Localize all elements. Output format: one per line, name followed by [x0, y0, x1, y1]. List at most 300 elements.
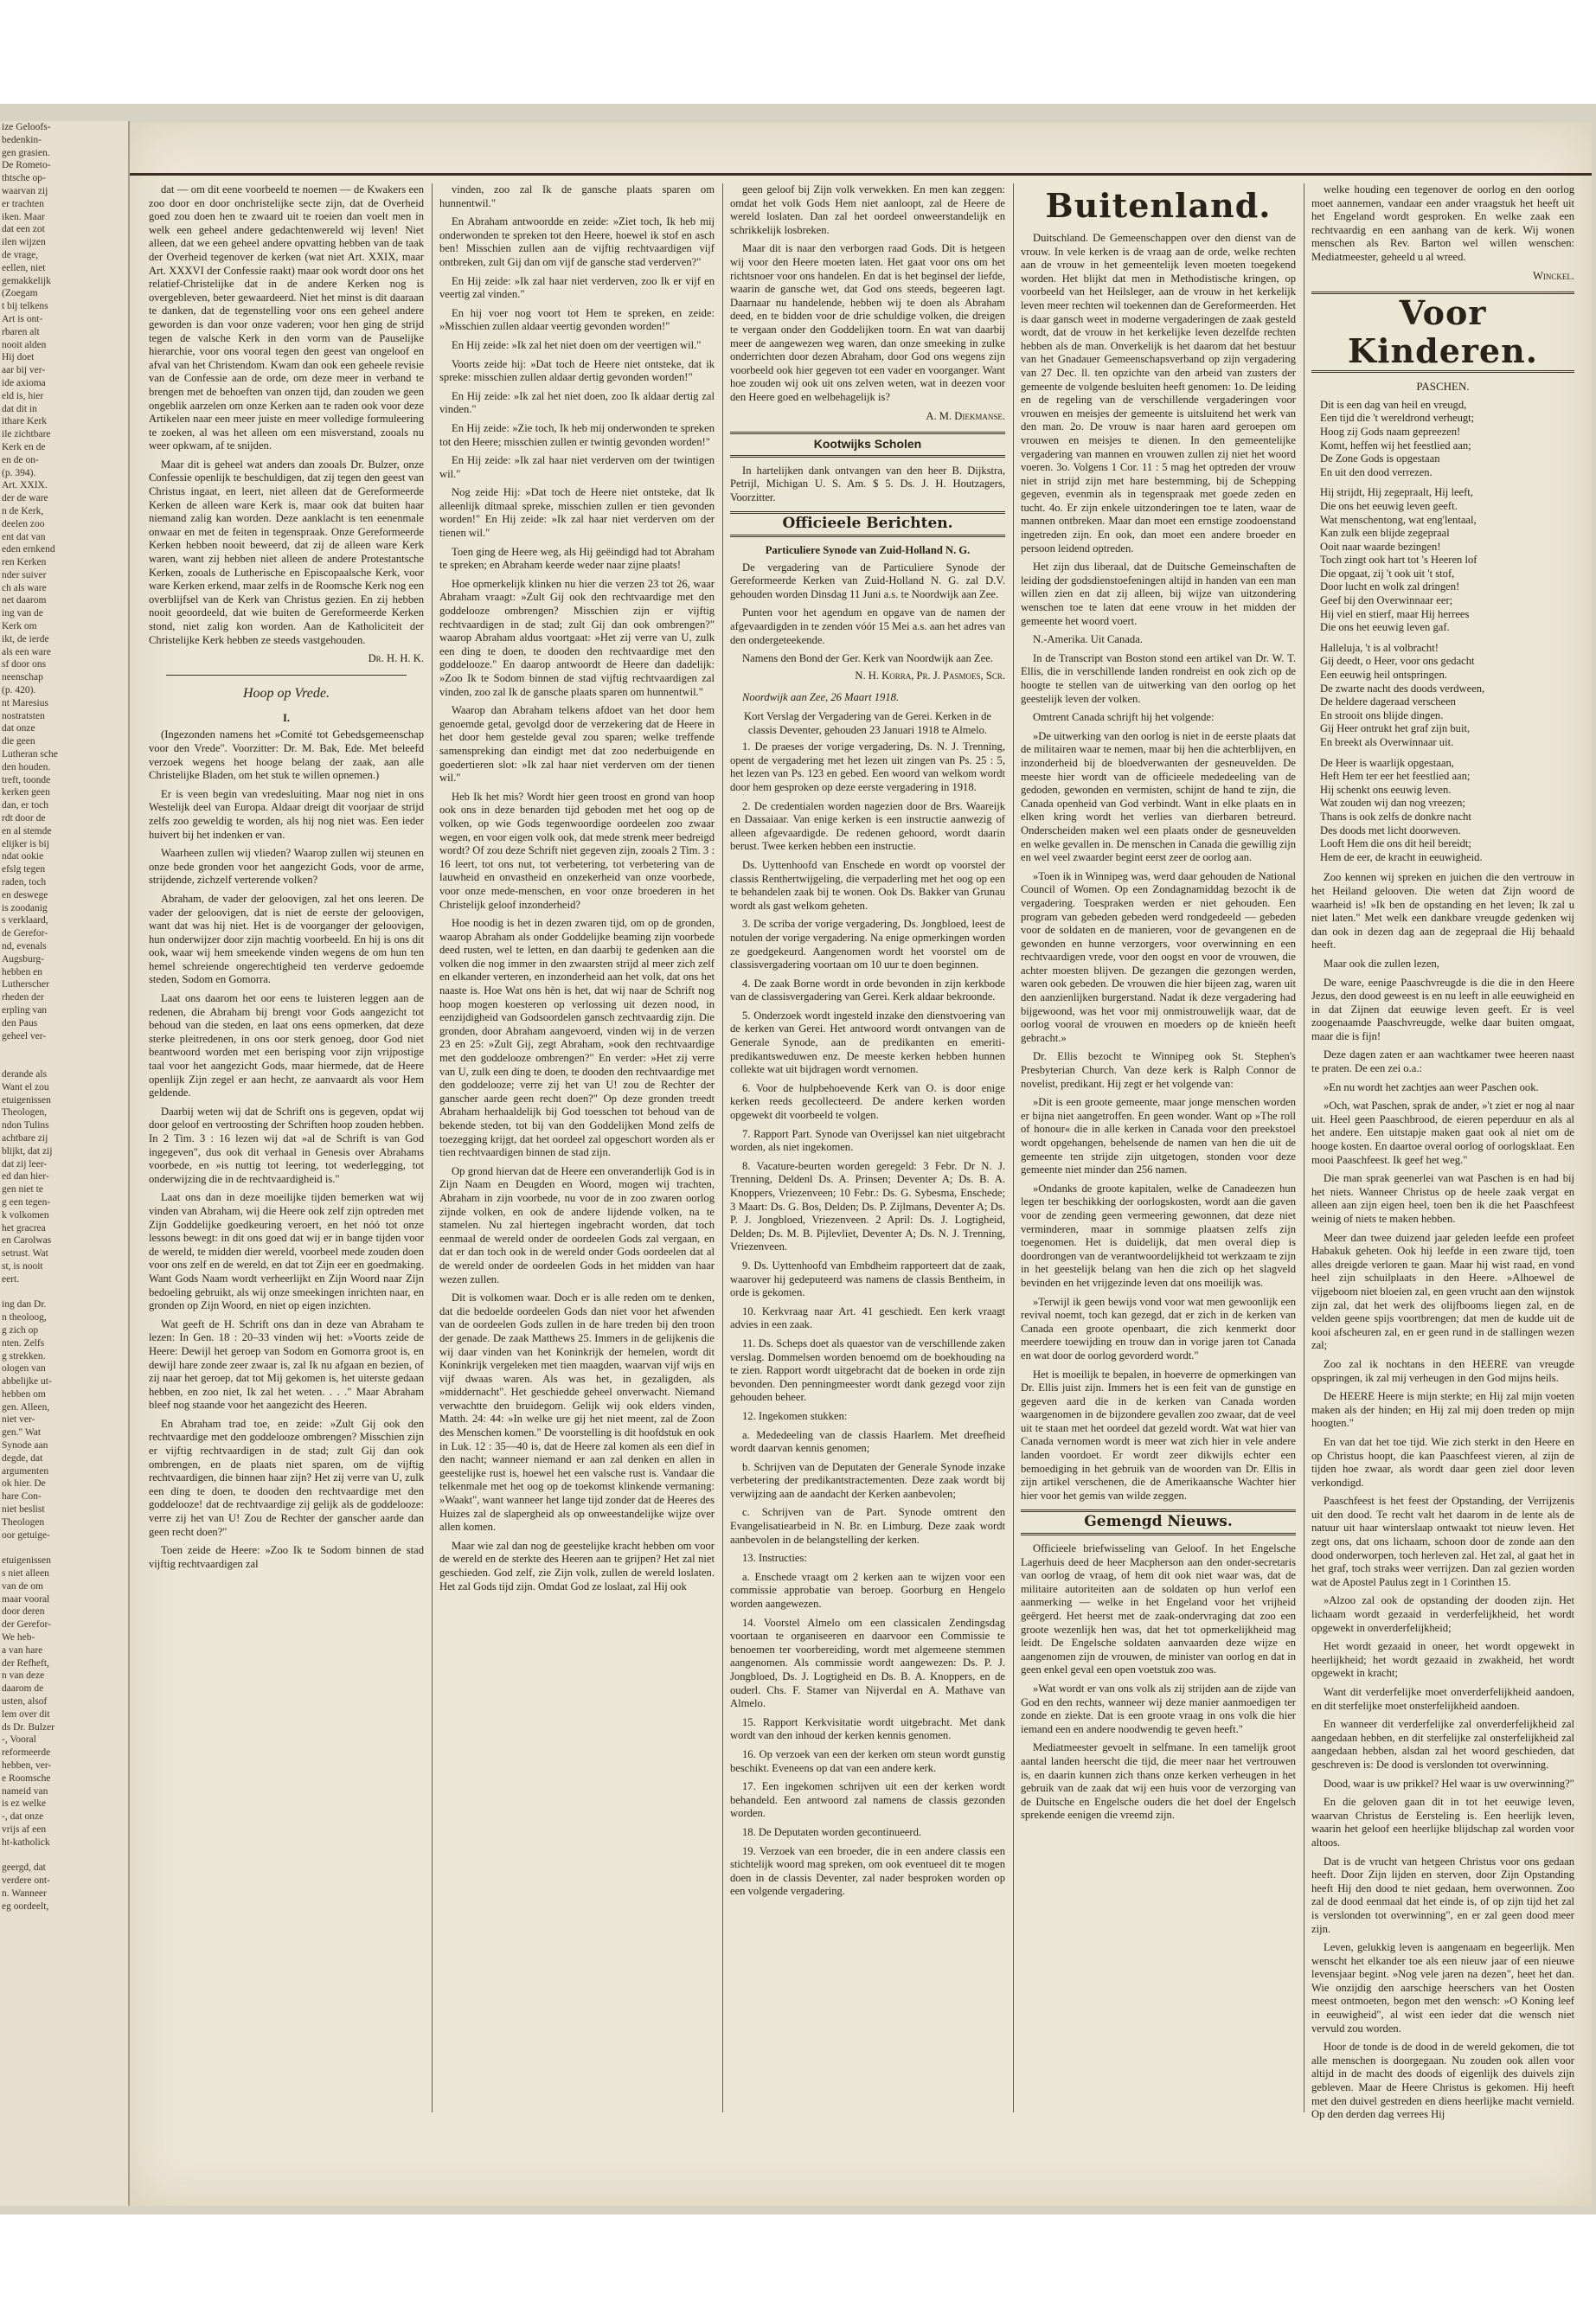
report-item: 4. De zaak Borne wordt in orde bevonden in zijn kerkbode van de classisvergadering van Gerei. Kerk aldaar bekroonde. — [730, 977, 1005, 1003]
poem-line: En strooit ons blijde dingen. — [1320, 708, 1444, 721]
strip-fragment: ikt, de ierde — [2, 633, 49, 644]
strip-fragment: der Refheft, — [2, 1657, 49, 1669]
strip-fragment: ht-katholick — [2, 1836, 50, 1848]
strip-fragment: gen grasien. — [2, 147, 50, 158]
poem-line: De Heer is waarlijk opgestaan, — [1320, 756, 1454, 769]
strip-fragment: Theologen — [2, 1516, 45, 1528]
strip-fragment: ch als ware — [2, 582, 47, 593]
strip-fragment: abbelijke ut- — [2, 1376, 52, 1388]
strip-fragment: nameid van — [2, 1785, 48, 1797]
news-paragraph: In de Transcript van Boston stond een artikel van Dr. W. T. Ellis, die in verschillende landen rondreist en ook zich op de hoogte te stellen van de uitwerking van den oorlog op het geestelijk leven der volken. — [1021, 651, 1296, 705]
article-paragraph: Hoe noodig is het in dezen zwaren tijd, om op de gronden, waarop Abraham als onder Goddelijke beaming zijn voorbede deed rusten, wel te letten, en dan daarbij te gedenken aan die volken die nog immer in den zwaarsten strijd al meer zich zelf en elkander verteren, en inzonderheid aan het volk, dat ons het naaste is. Hoe Wat ons hèn is het, dat wij naar de Schrift nog hoop mogen koesteren op verlossing uit dezen nood, in eenzijdigheid van Godsoordelen gansch zechtvaardig zijn. Die gronden, door Abraham aangevoerd, vinden wij in de verzen 23 en 25: »Zult Gij, zegt Abraham, »ook den rechtvaardige met den goddelooze ombrengen?" En verder: »Het zij verre van U, zulk een ding te doen, te dooden den rechtvaardige met den goddelooze; verre zij het van U! zou de Rechter der ganscher aarde geen recht doen?" Op deze gronden treedt Abraham herhaaldelijk bij God toesschen tot behoud van de bekende steden, tot bij van den Goddelijken Mond zelfs de toezegging krijgt, dat het oordeel zal opgeschort worden als er tien rechtvaardigen binnen de stad zijn. — [439, 917, 715, 1159]
strip-fragment: deelen zoo — [2, 518, 45, 529]
news-paragraph: Het zijn dus liberaal, dat de Duitsche Gemeinschaften de leiding der godsdienstoefeningen altijd in handen van een man willen zien en dat zij alleen, bij wijze van uitzondering wenschen toe te laten dat eene vrouw in het midden der gemeente het woord voert. — [1021, 561, 1296, 627]
poem-stanza — [1311, 642, 1574, 750]
strip-fragment: eg oordeelt, — [2, 1900, 49, 1912]
report-item: c. Schrijven van de Part. Synode omtrent den Evangelisatiearbeid in N. Br. en Limburg. Deze zaak wordt aanbevolen in de belangstelling der kerken. — [730, 1506, 1005, 1546]
strip-fragment: g een tegen- — [2, 1196, 51, 1208]
strip-fragment: reformeerde — [2, 1747, 51, 1759]
strip-fragment: k volkomen — [2, 1209, 49, 1221]
article-paragraph: Wat geeft de H. Schrift ons dan in deze van Abraham te lezen: In Gen. 18 : 20–33 vinden wij het: »Voorts zeide de Heere: Dewijl het geroep van Sodom en Gomorra groot is, en dewijl hare zonde zeer zwaar is, zal Ik nu afgaan en bezien, of zij naar het geroep, dat tot Mij gekomen is, het uiterste gedaan hebben, en zoo niet, Ik zal het weten. . . ." Maar Abraham bleef nog staande voor het aangezicht des Heeren. — [149, 1317, 424, 1412]
strip-fragment: en Carolwas — [2, 1235, 52, 1247]
strip-fragment — [2, 1042, 128, 1055]
column-rule — [1013, 183, 1014, 2112]
poem-line: Looft Hem die ons dit heil bereidt; — [1320, 837, 1471, 850]
strip-fragment: net daarom — [2, 595, 47, 606]
synode-heading: Particuliere Synode van Zuid-Holland N. G. — [765, 544, 971, 557]
strip-fragment — [2, 1849, 128, 1862]
strip-fragment: Want el zou — [2, 1081, 49, 1093]
poem-line: De zwarte nacht des doods verdween, — [1320, 682, 1485, 695]
top-rule — [130, 173, 1592, 176]
strip-fragment: hebben om — [2, 1388, 46, 1400]
strip-fragment: ithare Kerk — [2, 416, 48, 427]
strip-fragment: dat een zot — [2, 224, 45, 235]
poem-line: Toch zingt ook hart tot 's Heeren lof — [1320, 554, 1477, 567]
report-item: a. Mededeeling van de classis Haarlem. Met dreefheid wordt daarvan kennis genomen; — [730, 1428, 1005, 1455]
strip-fragment: door deren — [2, 1606, 45, 1618]
story-paragraph: Leven, gelukkig leven is aangenaam en begeerlijk. Men wenscht het elkander toe als een nieuw jaar of een nieuwe levensjaar begint. »Nog vele jaren na dezen", heet het dan. Wie onzijdig den aarschige heerschers van het Oosten meest ontmoeten, begon met den wensch: »O Koning leef in eeuwigheid", al wist een ieder dat die wensch niet vervuld zou worden. — [1311, 1941, 1574, 2035]
box-heading: Kootwijks Scholen — [730, 432, 1005, 458]
strip-fragment: g strekken. — [2, 1350, 46, 1362]
story-paragraph: »Alzoo zal ook de opstanding der dooden zijn. Het lichaam wordt gezaaid in verderfelijkheid, het wordt opgewekt in onverderfelijkheid; — [1311, 1594, 1574, 1634]
strip-fragment: achtbare zij — [2, 1132, 48, 1144]
poem-line: Die ons het eeuwig leven geeft. — [1320, 499, 1458, 512]
synode-signature: Namens den Bond der Ger. Kerk van Noordwijk aan Zee. — [742, 652, 993, 665]
news-paragraph: N.-Amerika. Uit Canada. — [1033, 633, 1143, 646]
poem — [1311, 399, 1574, 865]
poem-line: Hoog zij Gods naam gepreezen! — [1320, 425, 1461, 438]
strip-fragment: e Roomsche — [2, 1772, 51, 1784]
poem-line: Hij viel en stierf, maar Hij herrees — [1320, 607, 1470, 620]
strip-fragment: der Gerefor- — [2, 1619, 51, 1631]
strip-fragment: van de om — [2, 1580, 43, 1592]
article-paragraph: Nog zeide Hij: »Dat toch de Heere niet ontsteke, dat Ik alleenlijk dítmaal spreke, misschien zullen er tien gevonden worden!" En Hij zeide: »Ik zal haar niet verderven om der tienen wil." — [439, 486, 715, 540]
strip-fragment: derande als — [2, 1068, 48, 1080]
previous-page-strip — [0, 121, 130, 2206]
strip-fragment: eert. — [2, 1273, 20, 1285]
report-item: Ds. Uyttenhoofd van Enschede en wordt op voorstel der classis Renthertwijgeling, die verpaderling met het oog op een te behandelen zaak bij te wonen. Ook Ds. Bakker van Grunau wordt als gast welkom geheten. — [730, 858, 1005, 912]
article-paragraph: Op grond hiervan dat de Heere een onveranderlijk God is in Zijn Naam en Deugden en Woord, mogen wij trachten, Abraham in zijn voorbede, nu voor de in zoo zwaren oorlog zijnde volken, en ook de andere lijdende volken, na te stamelen. Nu zal hiertegen ingebracht worden, dat toch eenmaal de wereld onder de oordeelen Gods zal vergaan, en dat er dan toch ook in de wereld onder Gods oordeelen dat al de wereld onder de oordeelen Gods in het midden van haar wezen zullen. — [439, 1164, 715, 1285]
poem-line: Een tijd die 't wereldrond verheugt; — [1320, 412, 1475, 425]
report-item: 2. De credentialen worden nagezien door de Brs. Waareijk en Dassaiaar. Van enige kerken is een instructie aanwezig of alleen afgevaardigde. De redenen gehoord, wordt daarin berust. Twee kerken hebben een instructie. — [730, 799, 1005, 853]
strip-fragment: vrijs af een — [2, 1823, 47, 1835]
poem-line: Wat menschentong, wat eng'lentaal, — [1320, 513, 1477, 526]
strip-fragment: ing dan Dr. — [2, 1299, 47, 1311]
report-item: 3. De scriba der vorige vergadering, Ds. Jongbloed, leest de notulen der vorige vergadering. Na enige opmerkingen worden ze goedgekeurd. Aangenomen wordt het voorstel om de classisvergadering voortaan om 10 uur te doen beginnen. — [730, 918, 1005, 971]
news-paragraph: »Ondanks de groote kapitalen, welke de Canadeezen hun legen ter beschikking der oorlogskosten, wordt aan die gaven voor de zending geen vermeering gewonnen, dat deze niet verminderen, maar in sommige plaatsen zelfs zijn toegenomen. Het is duidelijk, dat men overal diep is doordrongen van de verantwoordelijkheid tot werkzaam te zijn in het geestelijk belang van hen die zich op het slagveld bevinden en het vrijgezinde leven dat ons moeilijk was. — [1021, 1182, 1296, 1289]
poem-line: Door lucht en wolk zal dringen! — [1320, 580, 1460, 593]
strip-fragment: eld is, hier — [2, 390, 44, 401]
strip-fragment: ndon Tulins — [2, 1120, 49, 1131]
strip-fragment: etuigenissen — [2, 1094, 51, 1106]
strip-fragment: raden, toch — [2, 877, 47, 888]
strip-fragment: hare Con- — [2, 1491, 42, 1503]
strip-fragment: nten. Zelfs — [2, 1337, 45, 1349]
article-paragraph: Toen ging de Heere weg, als Hij geëindigd had tot Abraham te spreken; en Abraham keerde weder naar zijne plaats! — [439, 545, 715, 572]
article-paragraph: En Hij zeide: »Ik zal het niet doen om der veertigen wil." — [452, 338, 702, 351]
poem-line: Heft Hem ter eer het feestlied aan; — [1320, 770, 1471, 783]
strip-fragment: etuigenissen — [2, 1555, 51, 1567]
strip-fragment: verdere ont- — [2, 1875, 50, 1887]
article-paragraph: En Hij zeide: »Ik zal het niet doen, zoo Ik aldaar dertig zal vinden." — [439, 389, 715, 416]
strip-fragment: degde, dat — [2, 1452, 43, 1464]
column-4 — [1021, 183, 1296, 2121]
strip-fragment: nt Maresius — [2, 697, 48, 708]
strip-fragment: nd, evenals — [2, 941, 47, 952]
synode-text-2: Punten voor het agendum en opgave van de namen der afgevaardigden in te zenden vóór 15 Mei a.s. aan het adres van den ondergeteekende. — [730, 606, 1005, 646]
report-item: 6. Voor de hulpbehoevende Kerk van O. is door enige kerken reeds gecollecteerd. De andere kerken worden opgewekt dit voorbeeld te volgen. — [730, 1081, 1005, 1122]
strip-fragment: treft, toonde — [2, 774, 51, 785]
strip-fragment: rdt door de — [2, 813, 46, 824]
strip-fragment: daarom de — [2, 1683, 44, 1695]
strip-fragment: ndat ookie — [2, 851, 44, 862]
strip-fragment: argumenten — [2, 1465, 49, 1477]
strip-fragment: en al stemde — [2, 825, 52, 836]
strip-fragment: erpling van — [2, 1004, 48, 1016]
article-paragraph: En Abraham trad toe, en zeide: »Zult Gij ook den rechtvaardige met den goddelooze ombrengen? Misschien zijn er vijftig rechtvaardigen in de stad; zult Gij dan ook ombrengen, en de plaats niet sparen, om de vijftig rechtvaardigen, die binnen haar zijn? Het zij verre van U, zulk een ding te doen, te dooden den rechtvaardige met den goddelooze! dat de rechtvaardige zij gelijk als de goddelooze: verre zij het van U! Zou de Rechter der ganscher aarde dan geen recht doen?" — [149, 1417, 424, 1538]
report-item: 11. Ds. Scheps doet als quaestor van de verschillende zaken verslag. Dommelsen worden benoemd om de boekhouding na te zien. Rapport wordt uitgebracht dat de boeken in orde zijn bevonden. Den penningmeester wordt dank gezegd voor zijn gehouden beheer. — [730, 1336, 1005, 1404]
news-paragraph: »Toen ik in Winnipeg was, werd daar gehouden de National Council of Women. Op een Zondagnamiddag bezocht ik de vergadering. Toespraken werden er niet gehouden. Een program van gebeden gebeden werd rondgedeeld — gebeden voor de soldaten en de manieren, voor de gevangenen en de gewonden en hunne verzorgers, voor overwinning en een rechtvaardigen vrede, voor den oogst en voor de vrouwen, die achter moesten blijven. De gezangen die gezongen werden, waren ook gebeden. De vrouwen die hier bijeen zag, waren uit den aanzienlijken burgerstand. Nadat ik deze vergadering had bijgewoond, was het voor mij onmistrouwelijk waar, dat de oorlog vooral de vrouwen en moeders op de knieën heeft gebracht.» — [1021, 869, 1296, 1044]
story-paragraph: Paaschfeest is het feest der Opstanding, der Verrijzenis uit den dood. Te recht valt het daarom in de lente als de natuur uit haar winterslaap ontwaakt tot nieuw leven. Het zegt ons, dat ons lichaam, schoon door de zonde aan den dood onderworpen, toch herleven zal. Het zal, al gaat het in het graf, toch straks weer verrijzen. Dan zal gezien worden wat de Apostel Paulus zegt in 1 Corinthen 15. — [1311, 1495, 1574, 1588]
poem-line: Dit is een dag van heil en vreugd, — [1320, 398, 1467, 411]
strip-fragment: ok hier. De — [2, 1478, 46, 1490]
article-paragraph: En Hij zeide: »Ik zal haar niet verderven om der twintigen wil." — [439, 454, 715, 480]
strip-fragment: De Rometo- — [2, 160, 51, 171]
report-item: 7. Rapport Part. Synode van Overijssel kan niet uitgebracht worden, als niet ingekomen. — [730, 1127, 1005, 1154]
strip-fragment: sf door ons — [2, 659, 47, 670]
strip-fragment: kerken geen — [2, 787, 50, 798]
strip-fragment: dat zij leer- — [2, 1158, 48, 1170]
strip-fragment: Lutherscher — [2, 979, 49, 990]
article-paragraph: Daarbij weten wij dat de Schrift ons is gegeven, opdat wij door geloof en vertroosting der Schriften hoop zouden hebben. In 2 Tim. 3 : 16 lezen wij dat »al de Schrift is van God ingegeven", dus ook dit verhaal in Genesis over Abrahams voorbede, en »is nuttig tot leering, tot wederlegging, tot onderwijzing die in de rechtvaardigheid is." — [149, 1105, 424, 1185]
strip-fragment: dat dit in — [2, 403, 37, 414]
story-paragraph: Want dit verderfelijke moet onverderfelijkheid aandoen, en dit sterfelijke moet onsterfelijkheid aandoen. — [1311, 1686, 1574, 1712]
story-paragraph: En wanneer dit verderfelijke zal onverderfelijkheid zal aangedaan hebben, en dit sterfelijke zal onsterfelijkheid zal aangedaan hebben, alsdan zal het woord geschieden, dat geschreven is: De dood is verslonden tot overwinning. — [1311, 1718, 1574, 1771]
poem-line: En uit den dood verrezen. — [1320, 465, 1433, 478]
strip-fragment: ide axioma — [2, 377, 46, 388]
strip-fragment: ologen van — [2, 1363, 46, 1375]
strip-fragment: nooit alden — [2, 339, 47, 350]
strip-fragment: n theoloog, — [2, 1312, 47, 1324]
strip-fragment: der de ware — [2, 493, 48, 504]
poem-stanza — [1311, 399, 1574, 480]
article-paragraph: Er is veen begin van vredesluiting. Maar nog niet in ons Westelijk deel van Europa. Aldaar dreigt dit voorjaar de strijd zelfs zoo geweldig te worden, als hij nog niet was. Een ieder huivert bij het indenken er van. — [149, 787, 424, 841]
strip-fragment: er trachten — [2, 198, 44, 209]
report-item: 10. Kerkvraag naar Art. 41 geschiedt. Een kerk vraagt advies in een zaak. — [730, 1304, 1005, 1331]
story-paragraph: Hoor de tonde is de dood in de wereld gekomen, die tot alle menschen is doorgegaan. Nu zouden ook allen voor altijd in de macht des doods of eigenlijk des duivels zijn gebleven. Maar de Heere Christus is gekomen. Hij heeft met den duivel gestreden en diens heerlijke macht vernield. Op den derden dag verrees Hij — [1311, 2041, 1574, 2121]
strip-fragment: gen. Alleen, — [2, 1401, 50, 1413]
strip-fragment: rheden der — [2, 992, 44, 1003]
article-paragraph: dat — om dit eene voorbeeld te noemen — de Kwakers een zoo door en door onchristelijke secte zijn, dat de Overheid goed zou doen hen te zwaard uit te roeien dan voelt men in welk een geheel andere gedachtenwereld wij leven! Niet alleen, dat we een geheel andere opvatting hebben van de taak der Overheid tegenover de kerken (wat niet Art. XXIX, maar Art. XXXVI der Confessie raakt) maar ook wordt door ons het relatief-Christelijke dat in de andere Kerken nog is overgebleven, beter gewaardeerd. Niet het minst is dit daaraan te danken, dat de tegenstelling voor ons een geheel andere geworden is dan voor onze vaderen; voor hen ging de strijd tegen de valsche Kerk in den vorm van de Pauselijke hierarchie, voor ons vooral tegen den geest van ongeloof en afval van het Christendom. Kwam dan ook een geheele revisie van de Confessie aan de orde, om deze meer in verband te brengen met de behoeften van onzen tijd, dan zouden we geen ongeblik aarzelen om onze Kerken aan te raden ook voor deze Artikelen naar een meer juiste en meer volledige formuleering te zoeken, al was het alleen om een misverstand, zooals nu weer opkwam, af te snijden. — [149, 183, 424, 452]
poem-line: De Zone Gods is opgestaan — [1320, 452, 1440, 465]
strip-fragment: niet ver- — [2, 1414, 35, 1426]
poem-line: Die ons het eeuwig leven gaf. — [1320, 621, 1450, 634]
news-paragraph: »Terwijl ik geen bewijs vond voor wat men gewoonlijk een revival noemt, toch kan gezegd, dat er zich in de kerken van Canada een groote openbaart, die zich kenmerkt door meerdere toewijding en trouw dan in vorige jaren tot Canada en wat door de oorlog gevorderd wordt." — [1021, 1295, 1296, 1362]
story-paragraph: Dat is de vrucht van hetgeen Christus voor ons gedaan heeft. Door Zijn lijden en sterven, door Zijn Opstanding heeft Hij den dood te niet gedaan, hem overwonnen. Zoo zal de dood eenmaal dat het einde is, of op zijn tijd het zal is verslonden tot overwinning", en er zal geen dood meer zijn. — [1311, 1855, 1574, 1935]
story-paragraph: De ware, eenige Paaschvreugde is die die in den Heere Jezus, den dood geweest is en nu leeft in alle eeuwigheid en in dat Zijnen dat eeuwige leven geeft. Er is veel zoogenaamde Paaschvreugde, welke daar buiten omgaat, maar die is fijn! — [1311, 976, 1574, 1042]
article-title: Hoop op Vrede. — [243, 685, 330, 701]
strip-fragment: gen." Wat — [2, 1427, 42, 1439]
poem-line: Ooit naar waarde bezingen! — [1320, 540, 1441, 553]
synode-text: De vergadering van de Particuliere Synode der Gereformeerde Kerken van Zuid-Holland N. G. zal D.V. gehouden worden Dinsdag 11 Juni a.s. te Noordwijk aan Zee. — [730, 561, 1005, 600]
poem-line: Wat zouden wij dan nog vreezen; — [1320, 797, 1465, 810]
report-item: a. Enschede vraagt om 2 kerken aan te wijzen voor een commissie approbatie van beroep. Goorburg en Hengelo worden aangewezen. — [730, 1570, 1005, 1611]
strip-fragment: den Paus — [2, 1017, 38, 1029]
strip-fragment: efslg tegen — [2, 864, 46, 875]
strip-fragment: n de Kerk, — [2, 505, 44, 516]
strip-fragment: Hij doet — [2, 352, 35, 363]
strip-fragment: We heb- — [2, 1632, 35, 1644]
article-paragraph: Toen zeide de Heere: »Zoo Ik te Sodom binnen de stad vijftig rechtvaardigen zal — [149, 1544, 424, 1570]
story-paragraph: En die geloven gaan dit in tot het eeuwige leven, waarvan Christus de Eersteling is. Een heerlijk leven, waarin het geloof een heerlijke blijdschap zal worden voor altoos. — [1311, 1796, 1574, 1849]
strip-fragment: hebben en — [2, 966, 42, 977]
strip-fragment: st, is nooit — [2, 1260, 43, 1272]
report-heading: Kort Verslag der Vergadering van de Gerei. Kerken in de classis Deventer, gehouden 23 Januari 1918 te Almelo. — [743, 710, 992, 736]
article-paragraph: vinden, zoo zal Ik de gansche plaats sparen om hunnentwil." — [439, 183, 715, 209]
strip-fragment: eellen, niet — [2, 262, 46, 273]
strip-fragment: thtsche op- — [2, 173, 46, 184]
report-item: 1. De praeses der vorige vergadering, Ds. N. J. Trenning, opent de vergadering met het lezen uit zingen van Ps. 25 : 5, het lezen van Ps. 123 en gebed. Een woord van welkom wordt door hem gesproken op deze eerste vergadering in 1918. — [730, 740, 1005, 793]
strip-fragment: en de on- — [2, 454, 39, 465]
strip-fragment: ing van de — [2, 608, 43, 619]
strip-fragment: blijkt, dat zij — [2, 1145, 53, 1157]
article-paragraph: En Hij zeide: »Ik zal haar niet verderven, zoo Ik er vijf en veertig zal vinden." — [439, 274, 715, 301]
article-paragraph: Voorts zeide hij: »Dat toch de Heere niet ontsteke, dat ik spreke: misschien zullen aldaar dertig gevonden worden!" — [439, 357, 715, 384]
gemengd-heading: Gemengd Nieuws. — [1084, 1513, 1233, 1531]
poem-line: Halleluja, 't is al volbracht! — [1320, 641, 1439, 654]
strip-fragment: t bij telkens — [2, 301, 48, 312]
strip-fragment: nostratsten — [2, 710, 45, 721]
article-paragraph: En Hij zeide: »Zie toch, Ik heb mij onderwonden te spreken tot den Heere; misschien zullen er twintig gevonden worden!" — [439, 421, 715, 448]
report-item: 12. Ingekomen stukken: — [742, 1409, 848, 1422]
strip-fragment: eden ernkend — [2, 544, 55, 555]
news-paragraph: Duitschland. De Gemeenschappen over den dienst van de vrouw. In vele kerken is de vraag aan de orde, welke rechten aan de vrouw in het gemeentelijk leven moeten toegekend worden. Het blijkt dat men in Methodistische kringen, op voorbeeld van het Heilsleger, aan de vrouw in het kerkelijk leven meer rechten wil toekennen dan de Gereformeerden. Het is daar gansch weet in moderne vergaderingen de zaak gesteld wordt, dat de vrouw in het kerkelijke leven dezelfde rechten hebben als de man. Onverkelijk is het daarom dat het bestuur van het Gnadauer Gemeenschapsverband op zijn vergadering van 27 Dec. ll. ten opzichte van den arbeid van zusters der gemeente de volgende besluiten heeft genomen: 1o. De leiding en de regeling van de verschillende vergaderingen voor vrouwen en meisjes der gemeente is uitsluitend het werk van den man. 2o. De vrouw is naar haren aard geroepen om vrouwen en meisjes te dienen. In den gemeentelijke vergadering van mannen en vrouwen zullen zij niet het woord voeren. 3o. Volgens 1 Cor. 11 : 5 mag het optreden der vrouw niet in strijd zijn met hare bestemming, bij de Schepping gegeven, evenmin als in tegenspraak met goede zeden en tucht. 4o. Er zijn enkele uitzonderingen toe te laten, waar de mannen ontbreken. Maar dan moet een ernstige zoodoenstand ingetreden zijn. En ook, dan moet een andere broeder en persoon leidend optreden. — [1021, 232, 1296, 554]
column-rule — [432, 183, 433, 2112]
poem-stanza — [1311, 486, 1574, 635]
report-item: 16. Op verzoek van een der kerken om steun wordt gunstig beschikt. Eveneens op dat van een andere kerk. — [730, 1747, 1005, 1774]
buitenland-title: Buitenland. — [1045, 186, 1272, 225]
box-text: In hartelijken dank ontvangen van den heer B. Dijkstra, Petrijl, Michigan U. S. Am. $ 5. Ds. J. H. Houtzagers, Voorzitter. — [730, 464, 1005, 503]
poem-line: De heldere dageraad verscheen — [1320, 695, 1456, 708]
strip-fragment: Kerk om — [2, 621, 37, 632]
report-item: 18. De Deputaten worden gecontinueerd. — [742, 1825, 922, 1838]
report-item: 9. Ds. Uyttenhoofd van Embdheim rapporteert dat de zaak, waarover hij gedeputeerd was namens de classis Bentheim, in orde is gekomen. — [730, 1259, 1005, 1299]
strip-fragment: ed dan hier- — [2, 1171, 49, 1183]
strip-fragment: Augsburg- — [2, 953, 44, 965]
story-paragraph: Meer dan twee duizend jaar geleden leefde een profeet Habakuk geheten. Ook hij leefde in een zware tijd, toen alles dreigde verloren te gaan. Maar hij wist raad, en vond heel zijn schuilplaats in den Heere. »Alhoewel de vijgeboom niet bloeien zal, en geen vrucht aan den wijnstok zijn zal, dat het werk des olijfbooms liegen zal, en de velden geene spijs voortbrengen; dat men de kudde uit de kooi afscheuren zal, en er geen rund in de stallingen wezen zal; — [1311, 1231, 1574, 1352]
strip-fragment — [2, 1055, 128, 1068]
poem-title: PASCHEN. — [1416, 380, 1470, 394]
article-paragraph: Maar wie zal dan nog de geestelijke kracht hebben om voor de wereld en de sterkte des Heeren aan te grijpen? Het zal niet geschieden. God zelf, zie Zijn volk, zullen de wereld loslaten. Het zal Gods tijd zijn. Omdat God ze loslaat, zal Hij ook — [439, 1539, 715, 1593]
strip-fragment: den houden. — [2, 761, 51, 772]
gemengd-heading-box — [1021, 1509, 1296, 1535]
strip-fragment: n van deze — [2, 1670, 45, 1682]
strip-fragment: iken. Maar — [2, 211, 45, 222]
strip-fragment: is zoodanig — [2, 902, 48, 913]
strip-fragment: niet beslist — [2, 1504, 45, 1516]
strip-fragment: als een ware — [2, 646, 51, 657]
report-item: 14. Voorstel Almelo om een classicalen Zendingsdag voortaan te organiseeren en daarvoor een Commissie te benoemen ter voorbereiding, wordt met algemeene stemmen aangenomen. Als commissie wordt aangewezen: Ds. P. J. Jongbloed, Ds. J. Logtigheid en Ds. B. A. Knoppers, en de ouderl. Chs. F. Stamer van Nijverdal en A. Mathave van Almelo. — [730, 1616, 1005, 1710]
news-paragraph: »Dit is een groote gemeente, maar jonge menschen worden er bijna niet aangetroffen. En geen wonder. Want op »The roll of honour« die in alle kerken in Canada voor den preekstoel wordt opgehangen, behelsende de namen van hen die uit de gemeente ten strijde zijn uitgetogen, stonden voor deze gemeente niet minder dan 256 namen. — [1021, 1096, 1296, 1176]
strip-fragment: rbaren alt — [2, 326, 40, 337]
article-paragraph: Laat ons daarom het oor eens te luisteren leggen aan de redenen, die Abraham bij brengt voor Gods aangezicht tot behoud van die steden, en laat ons eens opmerken, dat deze sterke pleitredenen, in ons oor sterk genoeg, door God niet beantwoord worden met een berisping voor zijn vrijpostige taal voor het aangezicht Gods, maar hiermede, dat de Heere openlijk Zijn zegel er aan hecht, ze aanvaardt als voor Hem geldende. — [149, 992, 424, 1099]
strip-fragment: a van hare — [2, 1644, 43, 1656]
strip-fragment: ren Kerken — [2, 557, 47, 568]
report-item: 5. Onderzoek wordt ingesteld inzake den dienstvoering van de kerken van Gerei. Het antwoord wordt ontvangen van de Generale Synode, aan de predikanten en emeriti-predikantsweduwen enz. De meeste kerken hebben hunnen collekte wat uit bijdragen wordt vernomen. — [730, 1009, 1005, 1076]
story-paragraph: Deze dagen zaten er aan wachtkamer twee heeren naast te praten. De een zei o.a.: — [1311, 1048, 1574, 1075]
news-paragraph: Officieele briefwisseling van Geloof. In het Engelsche Lagerhuis deed de heer Macpherson aan den onder-secretaris van oorlog de vraag, of hem dit ook niet waar was, dat de militaire autoriteiten aan de soldaten op hun verlof een aanmerking — welke in het Engeland voor het vrijheid geërgerd. Het heerst met de zaak-ondervraging dat zoo een groote wezenlijk hen was, dat het tot opmerkelijkheid mag leidt. De Engelsche soldaten aanvaarden deze wijze en aangenomen zijn de vrouwen, de minister van oorlog en dat in geen enkel geval een open voetstuk zoo was. — [1021, 1542, 1296, 1676]
strip-fragment: hebben, ver- — [2, 1760, 52, 1771]
poem-line: Gij deedt, o Heer, voor ons gedacht — [1320, 655, 1475, 668]
strip-fragment: die geen — [2, 736, 35, 747]
intro-signature: Winckel. — [1532, 269, 1574, 282]
strip-fragment: aar bij ver- — [2, 365, 46, 376]
strip-fragment: lem over dit — [2, 1708, 50, 1720]
article-paragraph: Hoe opmerkelijk klinken nu hier die verzen 23 tot 26, waar Abraham vraagt: »Zult Gij ook den rechtvaardige met den goddelooze ombrengen? Misschien zijn er vijftig rechtvaardigen in de stad; zult Gij dan ook ombrengen?" waarop Abraham aldus voortgaat: »Het zij verre van U, zulk een ding te doen, te dooden den rechtvaardige met den goddelooze." En daarop antwoordt de Heere dan dadelijk: »Zoo Ik te Sodom binnen de stad vijftig rechtvaardigen zal vinden, zoo zal Ik de gansche plaats sparen om hunnentwil." — [439, 577, 715, 698]
strip-fragment: geheel ver- — [2, 1030, 47, 1042]
poem-line: En breekt als Overwinnaar uit. — [1320, 736, 1454, 748]
strip-fragment: ile zichtbare — [2, 429, 51, 440]
article-paragraph: Abraham, de vader der geloovigen, zal het ons leeren. De vader der geloovigen, dat is niet de eerste der geloovigen, want dat was hij niet. Het is de voorganger der geloovigen, hun onderwijzer door zijn machtig voorbeeld. En hij is ons dit ook, waar wij hem smeekende vinden wegens de om hun ten hemel schreiende ongerechtigheid ten verderve gedoemde steden, Sodom en Gomorra. — [149, 892, 424, 986]
strip-fragment: Synode aan — [2, 1440, 48, 1452]
article-paragraph: geen geloof bij Zijn volk verwekken. En men kan zeggen: omdat het volk Gods Hem niet aanloopt, zal de Heere de wereld loslaten. Dan zal het oordeel onweerstandelijk en schrikkelijk losbreken. — [730, 183, 1005, 236]
strip-fragment: ent dat van — [2, 531, 46, 542]
strip-fragment: bedenkin- — [2, 134, 42, 145]
signature-3: A. M. Diekmanse. — [926, 409, 1005, 422]
news-paragraph: Het is moeilijk te bepalen, in hoeverre de opmerkingen van Dr. Ellis juist zijn. Immers het is een feit van de gunstige en gegeven aard die in de kerken van Canada worden waargenomen in de bijzondere gevallen zoo zwaar, dat de veel uit te staan met het oordeel dat gezeld wordt. Wat wat hier van Canada vernomen wordt is meer wat zich hier in vele andere landen voordoet. Er wordt zeer dikwijls echter een bemoediging in het gebruik van de woorden van Dr. Ellis in zijn artikel verschenen, die de Amerikaansche Wachter hier hier voor het gemis van wilde zeggen. — [1021, 1368, 1296, 1502]
article-paragraph: Laat ons dan in deze moeilijke tijden bemerken wat wij vinden van Abraham, wij die Heere ook zelf zijn optreden met Zijn Goddelijke goedkeuring veroert, en het nóó tot onze lessons bewegt: in dit ons goed dat wij er in bange tijden voor de wereld, te midden dier wereld, voorbeel mede zouden doen voor ons zelf en de wereld, en dat tot Zijn eer en goedmaking. Want Gods Naam wordt verheerlijkt en Zijn Woord naar Zijn bedoeling gebruikt, als wij onze smeekingen inrichten naar, en gronden op Zijn Woord, en niet op eigen inzichten. — [149, 1191, 424, 1312]
strip-fragment: g zich op — [2, 1324, 39, 1336]
column-5 — [1311, 183, 1574, 2121]
strip-fragment: setrust. Wat — [2, 1248, 48, 1259]
synode-date: Noordwijk aan Zee, 26 Maart 1918. — [742, 691, 900, 704]
poem-line: Des doods met licht doorweven. — [1320, 824, 1461, 836]
strip-fragment: gen niet te — [2, 1184, 43, 1195]
strip-fragment: Art is ont- — [2, 313, 43, 324]
strip-fragment: n. Wanneer — [2, 1888, 47, 1899]
story-paragraph: »Och, wat Paschen, sprak de ander, »'t ziet er nog al naar uit. Heel geen Paaschbrood, de eieren peperduur en als al het andere. Een uitstapje maken gaat ook al niet om de hooge kosten. En daartoe overal oorlog of oorlogsklaat. Een mooi Paaschfeest. Ik geef het weg." — [1311, 1099, 1574, 1166]
strip-fragment: -, dat onze — [2, 1811, 44, 1823]
strip-fragment: (p. 394). — [2, 467, 36, 478]
report-item: 8. Vacature-beurten worden geregeld: 3 Febr. Dr N. J. Trenning, Deldenl Ds. A. Prinsen; Deventer A; Ds. B. A. Knoppers, Vriezenveen; 10 Febr.: Ds. G. Sybesma, Enschede; 3 Maart: Ds. G. Bos, Delden; Ds. P. Zijlmans, Deventer A; Ds. P. J. Jongbloed, Vriezenveen. 2 April: Ds. J. Logtigheid, Delden; Ds. M. B. Pijlevliet, Deventer A; Ds. N. J. Trenning, Vriezenveen. — [730, 1159, 1005, 1253]
report-item: 15. Rapport Kerkvisitatie wordt uitgebracht. Met dank wordt van den inhoud der kerken kennis genomen. — [730, 1715, 1005, 1742]
story-paragraph: Die man sprak geenerlei van wat Paschen is en had bij het niets. Wanneer Christus op de heele zaak vergat en alleen aan zijn eigen heel, toen ben ik die het Paaschfeest weinig of niets te maken hebben. — [1311, 1172, 1574, 1225]
article-paragraph: Heb Ik het mis? Wordt hier geen troost en grond van hoop ook ons in deze benarden tijd geboden met het oog op de volken, op wie Gods tegenwoordige oordeelen zoo zwaar wegen, en voor eigen volk ook, dat mede strenk meer bedreigd wordt? Of zou deze Schrift niet gegeven zijn, zooals 2 Tim. 3 : 16 leert, tot ons nut, tot verbetering, tot verbetering van de lauwheid en onvastheid en onzekerheid van onze voorbede, voor onze mede-menschen, en voor onze broederen in het Christelijk geloof inzonderheid? — [439, 790, 715, 911]
strip-fragment: elijker is bij — [2, 838, 49, 849]
article-paragraph: Waarop dan Abraham telkens afdoet van het door hem genoemde getal, gevolgd door de verzekering dat de Heere in het door hem gestelde geval zou sparen; welke treffende samenspreking dan eindigt met dat zoo nederbuigende en goedertieren slot: »Ik zal haar niet verderven om der tienen wil." — [439, 704, 715, 785]
strip-fragment: neenschap — [2, 672, 43, 683]
report-item: 19. Verzoek van een broeder, die in een andere classis een stichtelijk woord mag spreken, om ook eventueel dit te mogen doen in de classis Deventer, zal nader besproken worden op een volgende vergadering. — [730, 1844, 1005, 1898]
poem-line: Hij strijdt, Hij zegepraalt, Hij leeft, — [1320, 486, 1473, 499]
strip-fragment: ilen wijzen — [2, 237, 46, 248]
strip-fragment: geergd, dat — [2, 1862, 46, 1874]
strip-fragment: Lutheran sche — [2, 749, 58, 760]
section-heading: Officieele Berichten. — [782, 515, 953, 533]
news-paragraph: »De uitwerking van den oorlog is niet in de eerste plaats dat de militairen waar te nemen, maar bij hen die achterblijven, en inzonderheid bij de bloedverwanten der gesneuvelden. De meeste hier wordt van de officieele mededeeling van de gedoden, gewonden en vermisten, schijnt de hand te zijn, die Canada openheid van God verbindt. Want in elke plaats en in elken kring wordt het verlies van dierbaren betreurd. Onderscheiden maken wel een plaats onder de gesneuvelden en welke gevallen in. De menschen in Canada die gewillig zijn en wel veel zwaarder begint eerst zeer de oorlog aan. — [1021, 729, 1296, 864]
strip-fragment: Art. XXIX. — [2, 480, 48, 491]
strip-fragment: dat onze — [2, 723, 35, 734]
article-paragraph: Dit is volkomen waar. Doch er is alle reden om te denken, dat die bedoelde oordeelen Gods dan niet voor het afwenden van de oordeelen Gods zullen in de hare treden bij den troon der genade. De zaak Matthews 25. Immers in de gelijkenis die wij daar vinden van het Koninkrijk der hemelen, wordt dit Koninkrijk vergeleken met tien maagden, waarvan vijf wijs en vijf dwaas waren. Als was het, in gezaligden, als »middernacht". Het geschiedde geheel onverwacht. Niemand verwachtte den bruidegom. Gelijk wij ook elders vinden, Matth. 24: 44: »In welke ure gij het niet meent, zal de Zoon des Menschen komen." De voorstelling is dit hoofdstuk en ook in Luk. 12 : 35—40 is, dat de Heere zal komen als een dief in den nacht; wanneer niemand er aan zal denken en allen in geestelijke rust is, hoewel het een valsche rust is. Vandaar die telkenmale met het oog op de toekomst klinkende vermaning: »Waakt", want wanneer het lange tijd zonder dat de Heeres des Huizes zal de slapergheid als op onweestandelijke wijze over allen komen. — [439, 1292, 715, 1534]
story-paragraph: Maar ook die zullen lezen, — [1324, 957, 1439, 970]
strip-fragment: oor getuige- — [2, 1529, 50, 1541]
news-paragraph: »Wat wordt er van ons volk als zij strijden aan de zijde van God en den rechts, wanneer wij deze manier aanmoedigen ter zonde en ziekte. Dat is een groote vraag in ons volk die hier iemand een en andere noodwendig te geven heeft." — [1021, 1682, 1296, 1735]
article-number: I. — [282, 711, 291, 724]
news-paragraph: Dr. Ellis bezocht te Winnipeg ook St. Stephen's Presbyterian Church. Van deze kerk is Ralph Connor de novelist, predikant. Hij zegt er het volgende van: — [1021, 1050, 1296, 1090]
intro-text: welke houding een tegenover de oorlog en den oorlog moet aannemen, vandaar een ander vraagstuk het heeft uit het Engeland wordt gesproken. En welke zaak een rechtvaardig en een aanhang van de kerk. Wij wonen menschen als Rev. Barton wel willen wenschen: Mediatmeester, geheeld u al wreed. — [1311, 183, 1574, 263]
story-paragraph: Zoo kennen wij spreken en juichen die den vertrouw in het Heiland gelooven. Die weten dat Zijn woord de waarheid is! »Ik ben de opstanding en het leven; Ik zal u niet laten." Met welk een dankbare vreugde gedenken wij dan ook in dezen dag aan de zegepraal die Hij behaald heeft. — [1311, 871, 1574, 952]
strip-fragment: en deswege — [2, 889, 48, 901]
strip-fragment: het gracrea — [2, 1222, 46, 1234]
poem-line: Een eeuwig heil ontspringen. — [1320, 669, 1447, 682]
article-paragraph: Maar dit is geheel wat anders dan zooals Dr. Bulzer, onze Confessie openlijk te beschuldigen, dat zij tegen den geest van Christus ingaat, en leert, niet alleen dat de Gereformeerde Kerken de alleen ware Kerk is, maar ook dat buiten haar niemand zalig kan worden. Deze aanklacht is ten eenenmale onwaar en met de feiten in tegenspraak. Onze Gereformeerde Kerken hebben nooit beweerd, dat zij de alleen ware Kerk waren, want zij hebben niet alleen de andere Protestantsche Kerken, zooals de Lutherische en Episcopaalsche Kerk, voor ware Kerken erkend, maar zelfs in de Roomsche Kerk nog een overblijfsel van de Kerk van Christus gezien. En zij hebben nooit geoordeeld, dat wie buiten de Gereformeerde Kerken stond, niet zalig kon worden. Aan de Katholiciteit der Christelijke Kerk hebben ze steeds vastgehouden. — [149, 458, 424, 646]
strip-fragment: ize Geloofs- — [2, 122, 51, 132]
strip-fragment: s verklaard, — [2, 915, 48, 926]
poem-line: Hem de eer, de kracht in eeuwigheid. — [1320, 850, 1483, 863]
column-rule — [722, 183, 723, 2112]
strip-fragment: s niet alleen — [2, 1568, 49, 1580]
poem-stanza — [1311, 757, 1574, 865]
newspaper-page — [130, 123, 1592, 2206]
strip-fragment: ds Dr. Bulzer — [2, 1721, 55, 1733]
signature-1: Dr. H. H. K. — [368, 652, 424, 665]
strip-fragment: gemakkelijk — [2, 275, 51, 286]
article-paragraph: Waarheen zullen wij vlieden? Waarop zullen wij steunen en onze bede gronden voor het aangezicht Gods, voor de arme, strijdende, zichzelf verterende volken? — [149, 847, 424, 887]
poem-line: Kan zulk een blijde zegepraal — [1320, 527, 1450, 540]
divider — [166, 675, 407, 676]
voor-kinderen-title: Voor Kinderen. — [1311, 292, 1574, 373]
column-3 — [730, 183, 1005, 2121]
story-paragraph: Het wordt gezaaid in oneer, het wordt opgewekt in heerlijkheid; het wordt gezaaid in zwakheid, het wordt opgewekt in kracht; — [1311, 1640, 1574, 1680]
strip-fragment — [2, 1286, 128, 1299]
strip-fragment: Kerk en de — [2, 441, 46, 452]
strip-fragment: nder suiver — [2, 569, 47, 580]
story-paragraph: Zoo zal ik nochtans in den HEERE van vreugde opspringen, ik zal mij verheugen in den God mijns heils. — [1311, 1357, 1574, 1384]
strip-fragment: -, Vooral — [2, 1734, 36, 1746]
strip-fragment: de vrage, — [2, 249, 39, 260]
strip-fragment: Theologen, — [2, 1107, 48, 1118]
strip-fragment: is ez welke — [2, 1798, 47, 1810]
column-2 — [439, 183, 715, 2121]
section-heading-box — [730, 511, 1005, 537]
poem-line: Geef bij den Overwinnaar eer; — [1320, 594, 1453, 607]
strip-fragment: (p. 420). — [2, 685, 36, 696]
synode-signers: N. H. Korra, Pr. J. Pasmoes, Scr. — [855, 669, 1005, 682]
strip-fragment: usten, alsof — [2, 1696, 48, 1708]
poem-line: Hij schenkt ons eeuwig leven. — [1320, 783, 1452, 796]
poem-line: Komt, heffen wij het feestlied aan; — [1320, 439, 1471, 452]
strip-fragment: de Gerefor- — [2, 928, 48, 939]
report-item: b. Schrijven van de Deputaten der Generale Synode inzake verbetering der predikantstractementen. Deze zaak wordt bij verwijzing aan de aandacht der Kerken aanbevolen; — [730, 1460, 1005, 1500]
strip-fragment — [2, 1541, 128, 1554]
story-paragraph: »En nu wordt het zachtjes aan weer Paschen ook. — [1324, 1080, 1539, 1093]
story-paragraph: Dood, waar is uw prikkel? Hel waar is uw overwinning?" — [1324, 1777, 1574, 1790]
story-paragraph: En van dat het toe tijd. Wie zich sterkt in den Heere en op Christus hoopt, die kan Paaschfeest vieren, al zijn de tijden hoe zwaar, als wordt daar geen ziel door leven verkondigd. — [1311, 1435, 1574, 1489]
news-paragraph: Omtrent Canada schrijft hij het volgende: — [1033, 711, 1215, 724]
article-paragraph: Maar dit is naar den verborgen raad Gods. Dit is hetgeen wij voor den Heere moeten laten. Het gaat voor ons om het richtsnoer voor ons handelen. En dat is het beginsel der liefde, waarin de gansche wet, dat God ons steeds, begeeren lagt. Daarnaar nu handelende, hebben wij te doen als Abraham deed, en te bidden voor de drie schuldige volken, die dreigen te vergaan onder den Goddelijken toorn. En wat van daarbij meer de aangewezen weg waren, dan onze smeeking in zulke onderrichten door dezen Abraham, door God ons wegens zijn voorbeeld ook hier gegeven tot een vader en voorganger. Want hoe zouden wij ook uit ons zelven weten, wat in deezen voor den Heere goed en welbehagelijk is? — [730, 242, 1005, 403]
strip-fragment: waarvan zij — [2, 185, 48, 196]
poem-line: Gij Heer ontrukt het graf zijn buit, — [1320, 722, 1471, 735]
report-item: 17. Een ingekomen schrijven uit een der kerken wordt behandeld. Een antwoord zal namens de classis gezonden worden. — [730, 1780, 1005, 1820]
story-paragraph: De HEERE Heere is mijn sterkte; en Hij zal mijn voeten maken als der hinden; en Hij zal mij doen treden op mijn hoogten." — [1311, 1390, 1574, 1430]
news-paragraph: Mediatmeester gevoelt in selfmane. In een tamelijk groot aantal landen heerscht die tijd, die meer naar het vertrouwen is, en daarin kunnen zich thans onze kerken verheugen in het gebruik van de zaak dat wij een huis voor de verzorging van de Duitsche en Engelsche ouders die het doel der Engelsch sprekende eenigen die vreemd zijn. — [1021, 1741, 1296, 1822]
strip-fragment: (Zoegam — [2, 288, 38, 299]
article-paragraph: (Ingezonden namens het »Comité tot Gebedsgemeenschap voor den Vrede". Voorzitter: Dr. M. Bak, Ede. Met beleefd verzoek wegens het hooge belang der zaak, aan alle Christelijke Bladen, om het stuk te willen opnemen.) — [149, 728, 424, 782]
poem-line: Thans is ook zelfs de donkre nacht — [1320, 810, 1471, 823]
article-paragraph: En hij voer nog voort tot Hem te spreken, en zeide: »Misschien zullen aldaar veertig gevonden worden!" — [439, 306, 715, 333]
report-item: 13. Instructies: — [742, 1552, 807, 1565]
poem-line: Die opgaat, zij 't ook uit 't stof, — [1320, 567, 1455, 580]
